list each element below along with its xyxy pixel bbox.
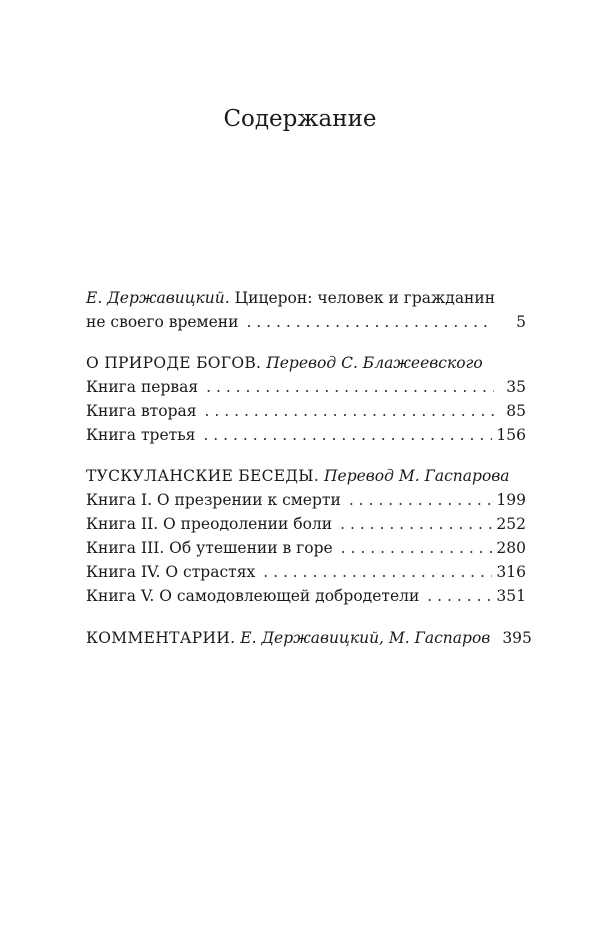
toc-page-number: 85 [506,402,526,420]
section-translator: Перевод С. Блажеевского [266,354,483,372]
dot-leader [341,536,493,560]
page-title: Содержание [223,106,377,132]
dot-leader [263,560,492,584]
toc-page-number: 280 [496,539,526,557]
toc-page-number: 35 [506,378,526,396]
toc-entry[interactable] [86,584,526,608]
toc-entry-label: Книга третья [86,426,196,444]
dot-leader [427,584,492,608]
toc-intro-line-1 [86,286,526,310]
toc-intro-title-part2: не своего времени [86,313,239,331]
toc-page-number: 5 [516,313,526,331]
section-heading-tusculan [86,464,526,488]
toc-entry[interactable] [86,375,526,399]
toc-entry[interactable] [86,536,526,560]
toc-entry-label: Книга первая [86,378,199,396]
toc-entry[interactable] [86,423,526,447]
dot-leader [340,512,492,536]
section-title: О ПРИРОДЕ БОГОВ. [86,354,262,372]
toc-intro-author: Е. Державицкий. [86,289,230,307]
toc-entry-comments[interactable] [86,626,532,650]
toc-entry-intro[interactable] [86,310,526,334]
dot-leader [206,375,494,399]
table-of-contents [86,286,532,650]
toc-intro-title-part1: Цицерон: человек и гражданин [234,289,496,307]
section-title: КОММЕНТАРИИ. [86,629,236,647]
toc-page-number: 199 [496,491,526,509]
toc-entry-label: Книга II. О преодолении боли [86,515,333,533]
toc-page-number: 316 [496,563,526,581]
dot-leader [349,488,493,512]
dot-leader [203,423,492,447]
dot-leader [205,399,494,423]
toc-page-number: 351 [496,587,526,605]
toc-entry-label: Книга I. О презрении к смерти [86,491,341,509]
toc-entry-label: Книга IV. О страстях [86,563,256,581]
section-title: ТУСКУЛАНСКИЕ БЕСЕДЫ. [86,467,320,485]
toc-entry[interactable] [86,488,526,512]
toc-entry-label: Книга вторая [86,402,197,420]
section-translator: Перевод М. Гаспарова [324,467,510,485]
toc-page-number: 252 [496,515,526,533]
toc-entry[interactable] [86,560,526,584]
section-heading-de-natura [86,351,526,375]
toc-entry-label: Книга V. О самодовлеющей добродетели [86,587,420,605]
toc-entry[interactable] [86,512,526,536]
toc-page-number: 395 [502,629,532,647]
toc-page-number: 156 [496,426,526,444]
toc-entry[interactable] [86,399,526,423]
comments-authors: Е. Державицкий, М. Гаспаров [240,629,491,647]
toc-entry-label: Книга III. Об утешении в горе [86,539,333,557]
dot-leader [246,310,494,334]
toc-entry-label [86,626,490,650]
